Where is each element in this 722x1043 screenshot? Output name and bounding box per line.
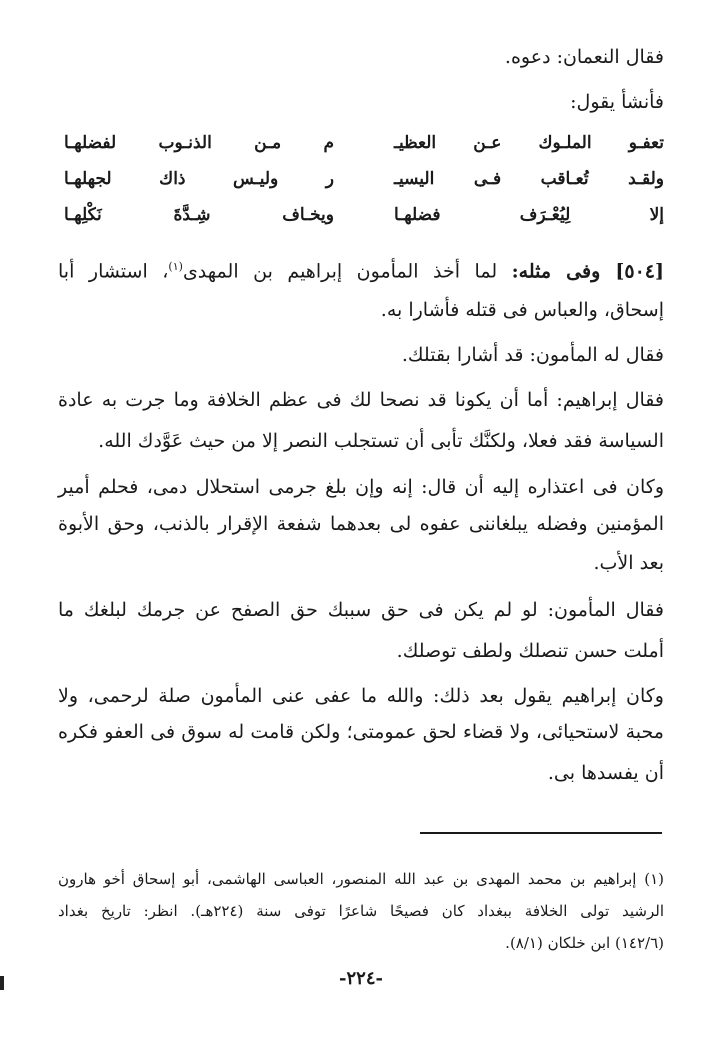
paragraph-apology-line-2: المؤمنين وفضله يبلغاننى عفوه لى بعدهما شفعة الإقرار بالذنب، وحق الأبوة: [58, 513, 664, 535]
paragraph-after-line-3: أن يفسدها بى.: [547, 762, 664, 784]
paragraph-apology-line-3: بعد الأب.: [593, 552, 664, 574]
poem-verse-1-first: تعفـو الملـوك عـن العظيـ: [394, 133, 664, 153]
text-line-numan: فقال النعمان: دعوه.: [504, 46, 664, 68]
footnote-line-1: (١) إبراهيم بن محمد المهدى بن عبد الله المنصور، العباسى الهاشمى، أبو إسحاق أخو هارون: [58, 870, 664, 888]
paragraph-mamun-2-line-2: أملت حسن تنصلك ولطف توصلك.: [396, 640, 664, 662]
paragraph-504-line-2: إسحاق، والعباس فى قتله فأشارا به.: [380, 299, 664, 321]
paragraph-number-label: [٥٠٤] وفى مثله:: [511, 260, 664, 283]
poem-verse-2-first: ولقـد تُعـاقب فـى اليسيـ: [394, 169, 664, 189]
poem-verse-1-second: م مـن الذنـوب لفضلهـا: [64, 133, 334, 153]
paragraph-after-line-1: وكان إبراهيم يقول بعد ذلك: والله ما عفى عنى المأمون صلة لرحمى، ولا: [58, 685, 664, 707]
scan-edge-mark: [0, 976, 4, 990]
poem-verse-2-second: ر وليـس ذاك لجهلهـا: [64, 169, 334, 189]
paragraph-ibrahim-line-1: فقال إبراهيم: أما أن يكونا قد نصحا لك فى عظم الخلافة وما جرت به عادة: [58, 389, 664, 411]
paragraph-mamun-1: فقال له المأمون: قد أشارا بقتلك.: [401, 344, 664, 366]
poem-verse-3-second: ويخـاف شِـدَّةَ نَكْلِهـا: [64, 205, 334, 225]
paragraph-504-text-end: ، استشار أبا: [58, 260, 169, 283]
paragraph-ibrahim-line-2: السياسة فقد فعلا، ولكنَّك تأبى أن تستجلب النصر إلا من حيث عَوَّدك الله.: [98, 430, 664, 452]
paragraph-after-line-2: محبة لاستحيائى، ولا قضاء لحق عمومتى؛ ولكن قامت له سوق فى العفو فكره: [58, 721, 664, 743]
paragraph-504-text: لما أخذ المأمون إبراهيم بن المهدى: [182, 260, 498, 283]
footnote-separator: [420, 832, 662, 834]
paragraph-mamun-2-line-1: فقال المأمون: لو لم يكن فى حق سببك حق الصفح عن جرمك لبلغك ما: [58, 599, 664, 621]
footnote-line-2: الرشيد تولى الخلافة ببغداد كان فصيحًا شاعرًا توفى سنة (٢٢٤هـ). انظر: تاريخ بغداد: [58, 902, 665, 920]
poem-verse-3-first: إلا لِيُعْـرَف فضلهـا: [394, 205, 664, 225]
paragraph-apology-line-1: وكان فى اعتذاره إليه أن قال: إنه وإن بلغ جرمى استحلال دمى، فحلم أمير: [58, 476, 664, 498]
paragraph-504-line-1: [58, 254, 664, 284]
footnote-reference: (١): [168, 260, 183, 273]
text-line-poem-intro: فأنشأ يقول:: [570, 91, 664, 113]
footnote-line-3: (١٤٢/٦) ابن خلكان (٨/١).: [505, 934, 664, 952]
page-number: -٢٢٤-: [339, 968, 383, 989]
